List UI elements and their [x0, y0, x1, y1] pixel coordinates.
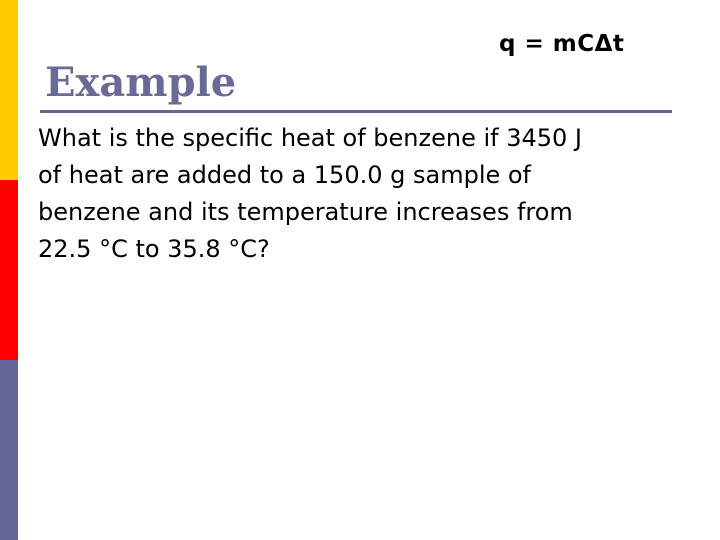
title-divider [40, 110, 672, 113]
side-bar-yellow [0, 0, 18, 180]
side-bar-red [0, 180, 18, 360]
slide-title: Example [45, 59, 237, 106]
side-bar-purple [0, 360, 18, 540]
formula: q = mCΔt [499, 31, 625, 57]
problem-text: What is the specific heat of benzene if 3450 J of heat are added to a 150.0 g sample of benzene and its temperature increases from 22.5 °C to 35.8 °C? [38, 124, 583, 263]
